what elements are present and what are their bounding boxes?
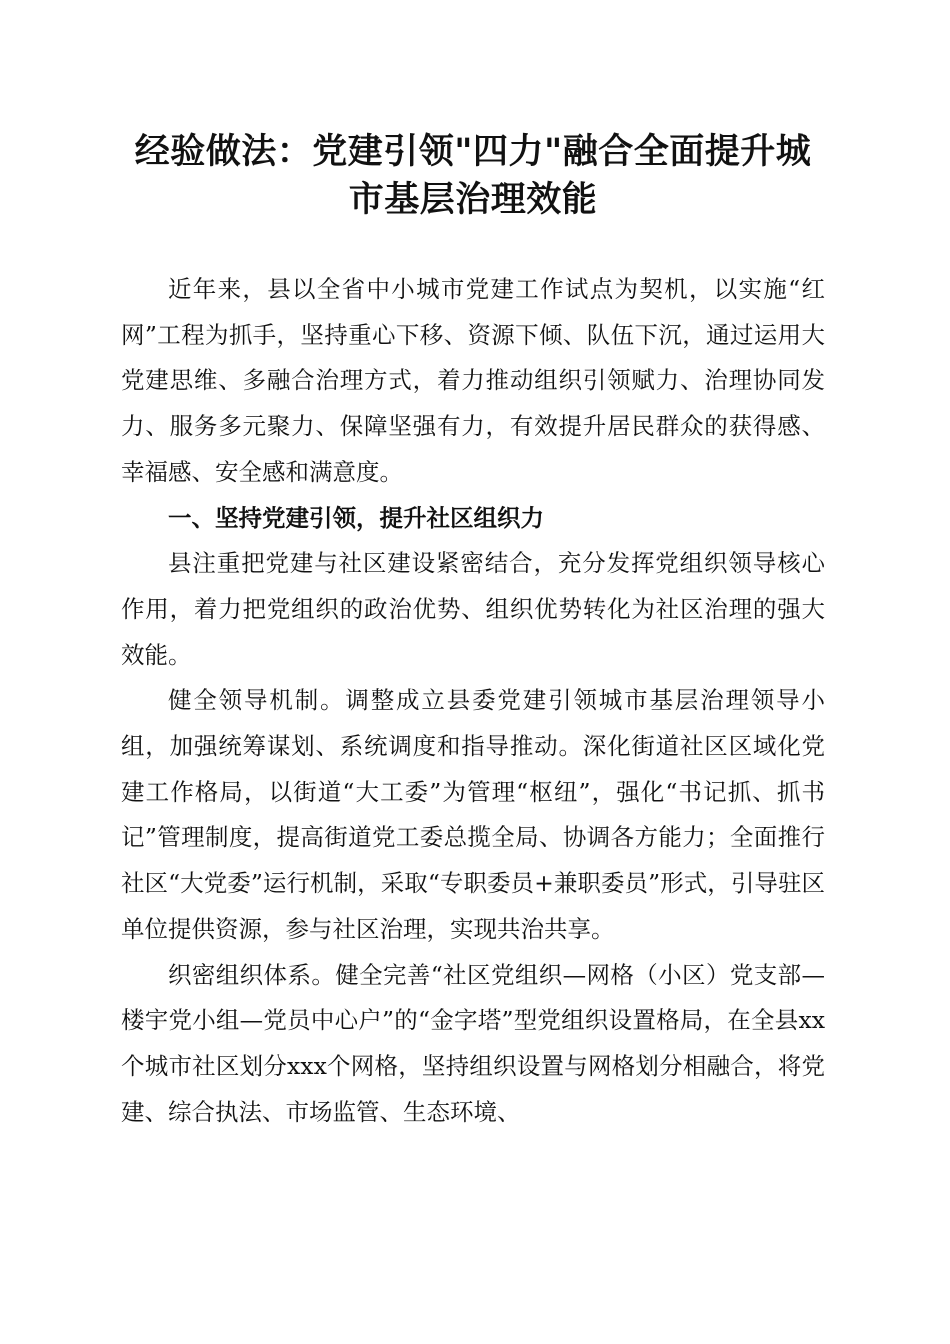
intro-paragraph: 近年来，县以全省中小城市党建工作试点为契机，以实施“红网”工程为抓手，坚持重心下移、资源下倾、队伍下沉，通过运用大党建思维、多融合治理方式，着力推动组织引领赋力、治理协同发力、服务多元聚力、保障坚强有力，有效提升居民群众的获得感、幸福感、安全感和满意度。 — [121, 275, 825, 486]
document-page — [121, 128, 825, 1135]
leadership-mechanism-paragraph: 健全领导机制。调整成立县委党建引领城市基层治理领导小组，加强统筹谋划、系统调度和指导推动。深化街道社区区域化党建工作格局，以街道“大工委”为管理“枢纽”，强化“书记抓、抓书记”管理制度，提高街道党工委总揽全局、协调各方能力；全面推行社区“大党委”运行机制，采取“专职委员+兼职委员”形式，引导驻区单位提供资源，参与社区治理，实现共治共享。 — [121, 686, 825, 943]
document-title: 经验做法：党建引领"四力"融合全面提升城市基层治理效能 — [134, 131, 812, 220]
section-1-summary-paragraph: 县注重把党建与社区建设紧密结合，充分发挥党组织领导核心作用，着力把党组织的政治优势、组织优势转化为社区治理的强大效能。 — [121, 549, 825, 669]
organization-system-paragraph: 织密组织体系。健全完善“社区党组织—网格（小区）党支部—楼宇党小组—党员中心户”的“金字塔”型党组织设置格局，在全县xx个城市社区划分xxx个网格，坚持组织设置与网格划分相融合，将党建、综合执法、市场监管、生态环境、 — [121, 960, 825, 1126]
section-heading-1: 一、坚持党建引领，提升社区组织力 — [168, 503, 544, 532]
document-body — [121, 267, 825, 1135]
